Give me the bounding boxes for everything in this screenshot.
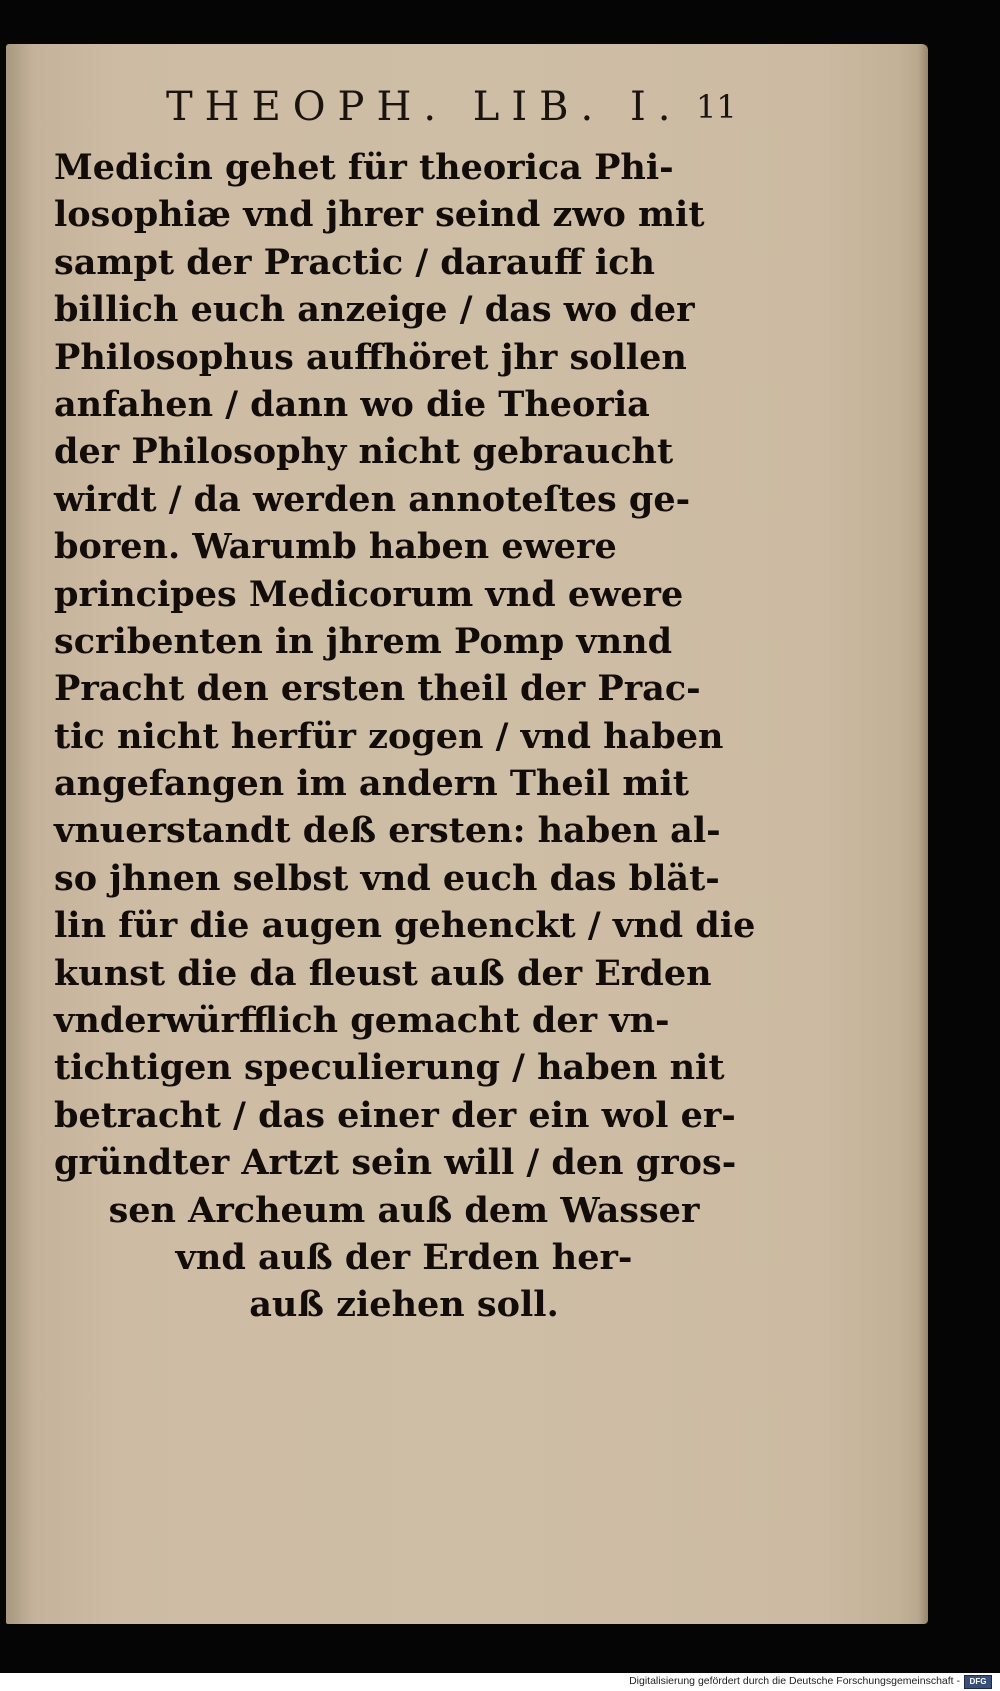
- text-line: Philosophus auffhöret jhr sollen: [54, 336, 687, 378]
- text-line: vnuerstandt deß ersten: haben al-: [54, 810, 721, 852]
- dfg-logo-icon: DFG: [964, 1675, 992, 1689]
- text-line: tichtigen speculierung / haben nit: [54, 1047, 725, 1089]
- text-line: angefangen im andern Theil mit: [54, 763, 689, 805]
- text-line: Medicin gehet für theorica Phi-: [54, 147, 674, 188]
- text-line: wirdt / da werden annoteſtes ge-: [54, 478, 691, 520]
- text-line: boren. Warumb haben ewere: [54, 526, 617, 568]
- text-line: so jhnen selbst vnd euch das blät-: [54, 857, 720, 899]
- text-line: vnderwürfflich gemacht der vn-: [54, 1000, 670, 1042]
- page-edge-shadow: [918, 44, 928, 1624]
- running-title: THEOPH. LIB. I.: [166, 84, 683, 130]
- text-line: anfahen / dann wo die Theoria: [54, 383, 650, 425]
- text-line: principes Medicorum vnd ewere: [54, 573, 684, 615]
- text-line: betracht / das einer der ein wol er-: [54, 1094, 736, 1136]
- text-line: vnd auß der Erden her-: [175, 1236, 633, 1278]
- body-text: [54, 144, 754, 1329]
- text-line: tic nicht herfür zogen / vnd haben: [54, 715, 724, 757]
- text-line: der Philosophy nicht gebraucht: [54, 431, 674, 473]
- text-line: scribenten in jhrem Pomp vnnd: [54, 620, 673, 662]
- text-line: sen Archeum auß dem Wasser: [108, 1189, 700, 1231]
- text-line: gründter Artzt sein will / den gros-: [54, 1142, 737, 1184]
- page-number: 11: [696, 88, 737, 126]
- text-line: billich euch anzeige / das wo der: [54, 289, 695, 331]
- text-line: losophiæ vnd jhrer seind zwo mit: [54, 194, 705, 236]
- text-line: lin für die augen gehenckt / vnd die: [54, 905, 756, 947]
- credit-bar: [0, 1673, 1000, 1691]
- funding-credit: Digitalisierung gefördert durch die Deutsche Forschungsgemeinschaft -: [629, 1675, 960, 1687]
- text-line: kunst die da fleust auß der Erden: [54, 952, 712, 994]
- text-line: Pracht den ersten theil der Prac-: [54, 668, 701, 710]
- text-line: sampt der Practic / darauff ich: [54, 241, 655, 283]
- text-line: auß ziehen soll.: [249, 1284, 559, 1326]
- book-page: [6, 44, 928, 1624]
